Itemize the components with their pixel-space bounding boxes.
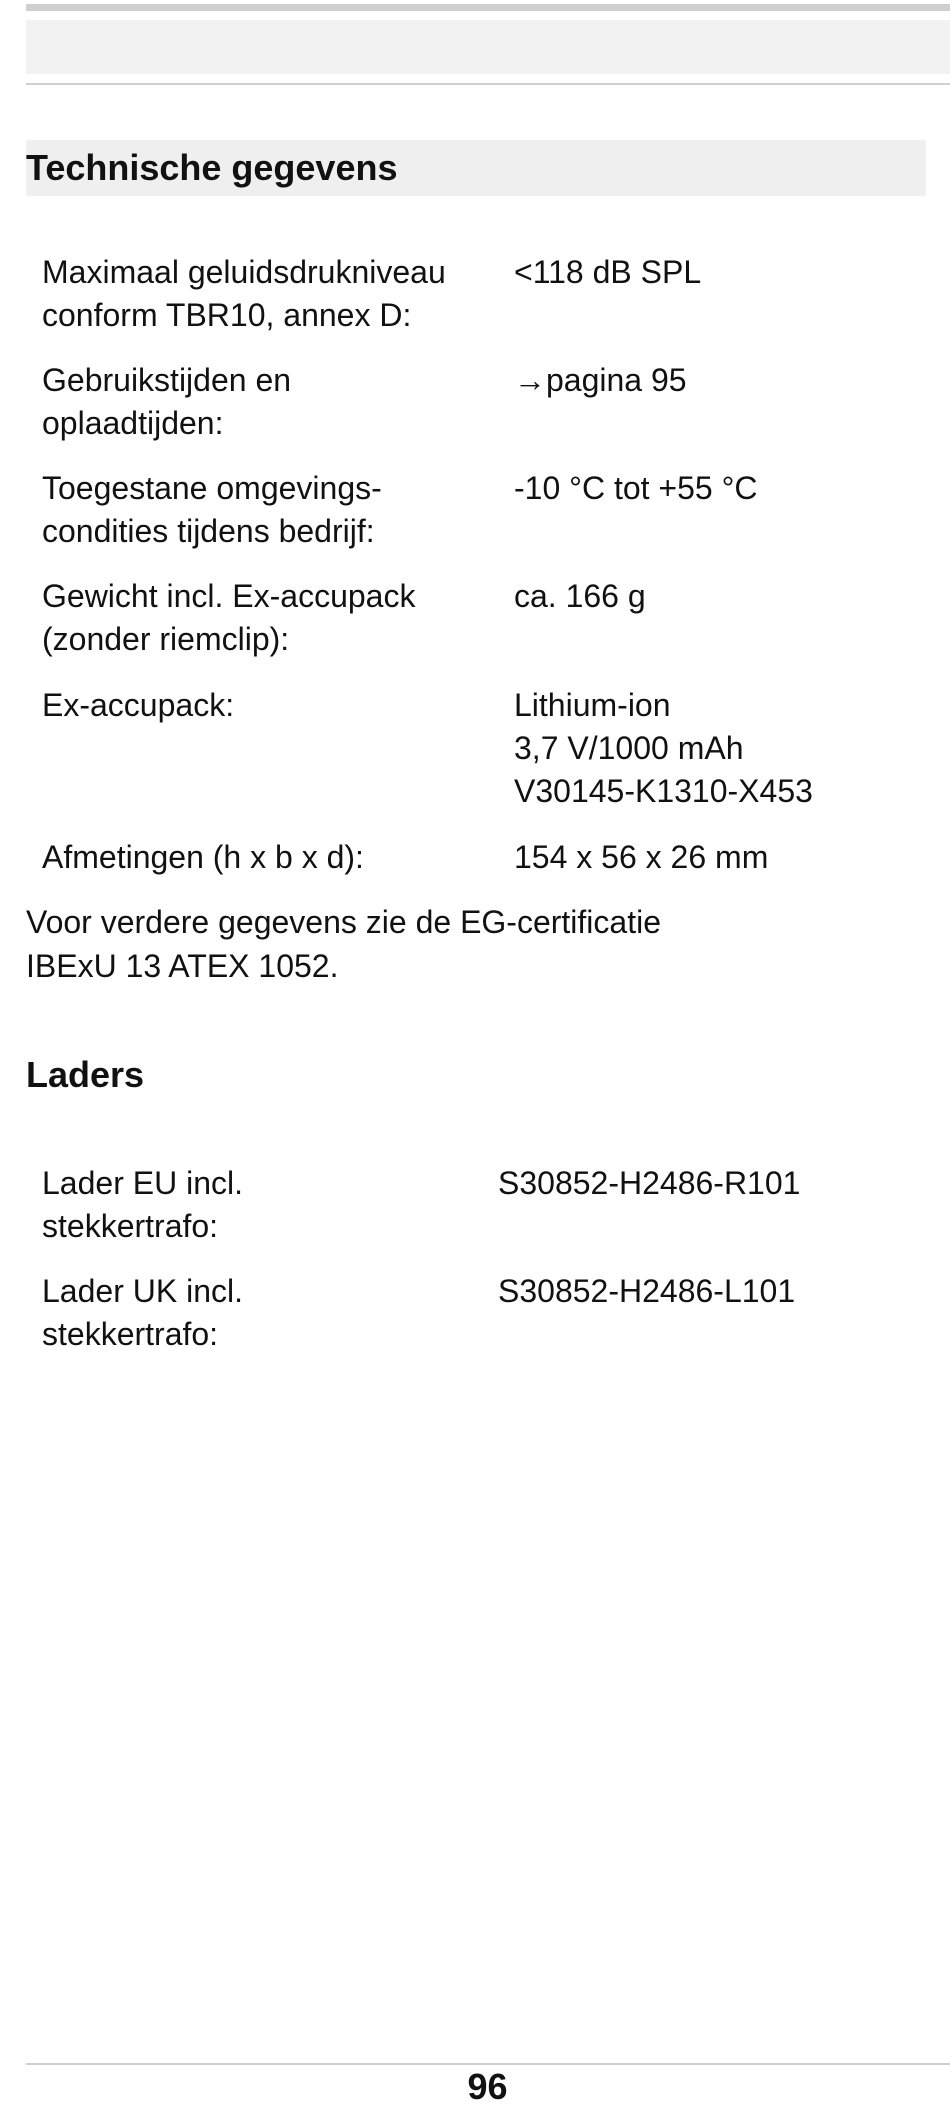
spec-label-line: Gewicht incl. Ex-accupack: [42, 578, 416, 614]
spec-value-line: -10 °C tot +55 °C: [514, 470, 758, 506]
section-title-technical: Technische gegevens: [26, 147, 398, 188]
spec-value-line: Lithium-ion: [514, 687, 671, 723]
header-divider: [26, 83, 950, 85]
page-number: 96: [467, 2066, 508, 2107]
spec-label-dimensions: [42, 836, 364, 879]
spec-label-battery: [42, 684, 234, 727]
charger-label-line: Lader EU incl.: [42, 1165, 243, 1201]
charger-value-line: S30852-H2486-L101: [498, 1273, 796, 1309]
spec-label-line: Afmetingen (h x b x d):: [42, 839, 364, 875]
spec-value-line: <118 dB SPL: [514, 254, 702, 290]
spec-label-line: Maximaal geluidsdrukniveau: [42, 254, 446, 290]
spec-label-sound-pressure: [42, 251, 446, 337]
spec-label-weight: [42, 575, 415, 661]
charger-label-line: Lader UK incl.: [42, 1273, 243, 1309]
spec-label-line: oplaadtijden:: [42, 405, 224, 441]
spec-value-operating-conditions: [514, 467, 757, 510]
charger-label-eu: [42, 1162, 243, 1248]
charger-value-eu: [498, 1162, 800, 1205]
certification-note-line: IBExU 13 ATEX 1052.: [26, 948, 339, 984]
header-band: [26, 20, 950, 74]
spec-value-battery: [514, 684, 813, 813]
spec-label-line: Ex-accupack:: [42, 687, 235, 723]
charger-value-uk: [498, 1270, 795, 1313]
spec-value-line: V30145-K1310-X453: [514, 773, 813, 809]
spec-value-line: 154 x 56 x 26 mm: [514, 839, 769, 875]
charger-label-line: stekkertrafo:: [42, 1316, 219, 1352]
spec-value-line: →pagina 95: [514, 362, 687, 398]
spec-label-line: (zonder riemclip):: [42, 621, 290, 657]
top-rule: [26, 4, 950, 11]
spec-value-line: ca. 166 g: [514, 578, 646, 614]
spec-label-line: condities tijdens bedrijf:: [42, 513, 375, 549]
spec-value-usage-times: [514, 359, 687, 402]
spec-label-line: Toegestane omgevings-: [42, 470, 382, 506]
spec-value-sound-pressure: [514, 251, 701, 294]
spec-value-dimensions: [514, 836, 768, 879]
spec-label-operating-conditions: [42, 467, 382, 553]
spec-value-line: 3,7 V/1000 mAh: [514, 730, 744, 766]
spec-label-line: conform TBR10, annex D:: [42, 297, 412, 333]
spec-label-usage-times: [42, 359, 291, 445]
spec-value-weight: [514, 575, 646, 618]
certification-note-line: Voor verdere gegevens zie de EG-certificatie: [26, 904, 661, 940]
section-title-chargers: Laders: [26, 1054, 145, 1095]
charger-label-uk: [42, 1270, 243, 1356]
spec-label-line: Gebruikstijden en: [42, 362, 292, 398]
charger-label-line: stekkertrafo:: [42, 1208, 219, 1244]
charger-value-line: S30852-H2486-R101: [498, 1165, 801, 1201]
